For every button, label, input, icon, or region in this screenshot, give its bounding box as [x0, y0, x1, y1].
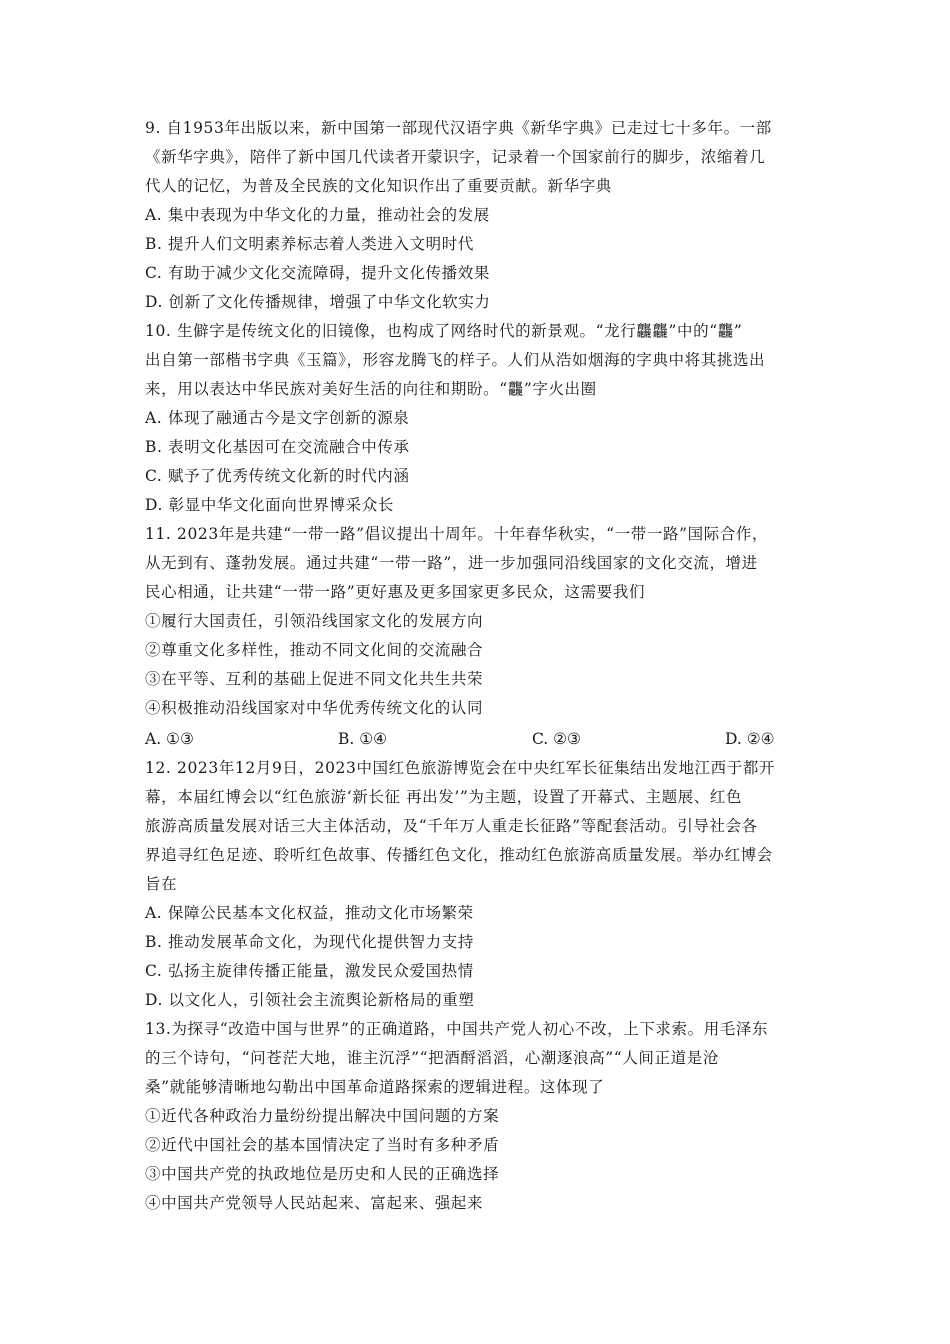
q9-option-c: C. 有助于减少文化交流障碍，提升文化传播效果: [145, 264, 490, 282]
q11-item-2: ②尊重文化多样性，推动不同文化间的交流融合: [145, 641, 484, 659]
q11-choice-a: A. ①③: [145, 730, 194, 748]
q11-item-3: ③在平等、互利的基础上促进不同文化共生共荣: [145, 670, 484, 688]
q10-option-c: C. 赋予了优秀传统文化新的时代内涵: [145, 467, 410, 485]
q12-stem-line-5: 旨在: [145, 875, 178, 893]
q11-choice-c: C. ②③: [532, 730, 581, 748]
q10-option-a: A. 体现了融通古今是文字创新的源泉: [145, 409, 410, 427]
q12-stem-line-2: 幕，本届红博会以“红色旅游‘新长征 再出发’”为主题，设置了开幕式、主题展、红色: [145, 788, 743, 806]
q11-item-4: ④积极推动沿线国家对中华优秀传统文化的认同: [145, 699, 484, 717]
q12-option-a: A. 保障公民基本文化权益，推动文化市场繁荣: [145, 904, 474, 922]
q11-stem-line-3: 民心相通，让共建“一带一路”更好惠及更多国家更多民众，这需要我们: [145, 583, 646, 601]
q9-stem-line-2: 《新华字典》，陪伴了新中国几代读者开蒙识字，记录着一个国家前行的脚步，浓缩着几: [145, 148, 766, 166]
q12-stem-line-1: 12. 2023年12月9日，2023中国红色旅游博览会在中央红军长征集结出发地江西于都开: [145, 759, 776, 777]
q12-option-d: D. 以文化人，引领社会主流舆论新格局的重塑: [145, 991, 475, 1009]
q12-option-b: B. 推动发展革命文化，为现代化提供智力支持: [145, 933, 474, 951]
q9-stem-line-3: 代人的记忆，为普及全民族的文化知识作出了重要贡献。新华字典: [145, 177, 612, 195]
q13-item-2: ②近代中国社会的基本国情决定了当时有多种矛盾: [145, 1136, 500, 1154]
q11-stem-line-1: 11. 2023年是共建“一带一路”倡议提出十周年。十年春华秋实，“一带一路”国际合作，: [145, 525, 769, 543]
q11-choice-d: D. ②④: [725, 730, 775, 748]
q11-item-1: ①履行大国责任，引领沿线国家文化的发展方向: [145, 612, 484, 630]
q11-choice-b: B. ①④: [338, 730, 388, 748]
q9-option-b: B. 提升人们文明素养标志着人类进入文明时代: [145, 235, 474, 253]
q9-option-d: D. 创新了文化传播规律，增强了中华文化软实力: [145, 293, 491, 311]
q13-item-3: ③中国共产党的执政地位是历史和人民的正确选择: [145, 1165, 500, 1183]
q13-stem-line-1: 13.为探寻“改造中国与世界”的正确道路，中国共产党人初心不改，上下求索。用毛泽东: [145, 1020, 769, 1038]
q12-option-c: C. 弘扬主旋律传播正能量，激发民众爱国热情: [145, 962, 474, 980]
q9-option-a: A. 集中表现为中华文化的力量，推动社会的发展: [145, 206, 490, 224]
q13-stem-line-2: 的三个诗句，“问苍茫大地，谁主沉浮”“把酒酹滔滔，心潮逐浪高”“人间正道是沧: [145, 1049, 719, 1067]
q13-item-1: ①近代各种政治力量纷纷提出解决中国问题的方案: [145, 1107, 500, 1125]
q11-stem-line-2: 从无到有、蓬勃发展。通过共建“一带一路”，进一步加强同沿线国家的文化交流，增进: [145, 554, 758, 572]
q12-stem-line-4: 界追寻红色足迹、聆听红色故事、传播红色文化，推动红色旅游高质量发展。举办红博会: [145, 846, 773, 864]
q10-stem-line-3: 来，用以表达中华民族对美好生活的向往和期盼。“龘”字火出圈: [145, 380, 597, 398]
q9-stem-line-1: 9. 自1953年出版以来，新中国第一部现代汉语字典《新华字典》已走过七十多年。一部: [145, 119, 772, 137]
q10-stem-line-1: 10. 生僻字是传统文化的旧镜像，也构成了网络时代的新景观。“龙行龘龘”中的“龘”: [145, 322, 743, 340]
q12-stem-line-3: 旅游高质量发展对话三大主体活动，及“千年万人重走长征路”等配套活动。引导社会各: [145, 817, 758, 835]
q10-option-b: B. 表明文化基因可在交流融合中传承: [145, 438, 410, 456]
q10-option-d: D. 彰显中华文化面向世界博采众长: [145, 496, 394, 514]
q13-stem-line-3: 桑”就能够清晰地勾勒出中国革命道路探索的逻辑进程。这体现了: [145, 1078, 605, 1096]
q10-stem-line-2: 出自第一部楷书字典《玉篇》，形容龙腾飞的样子。人们从浩如烟海的字典中将其挑选出: [145, 351, 766, 369]
q13-item-4: ④中国共产党领导人民站起来、富起来、强起来: [145, 1194, 484, 1212]
